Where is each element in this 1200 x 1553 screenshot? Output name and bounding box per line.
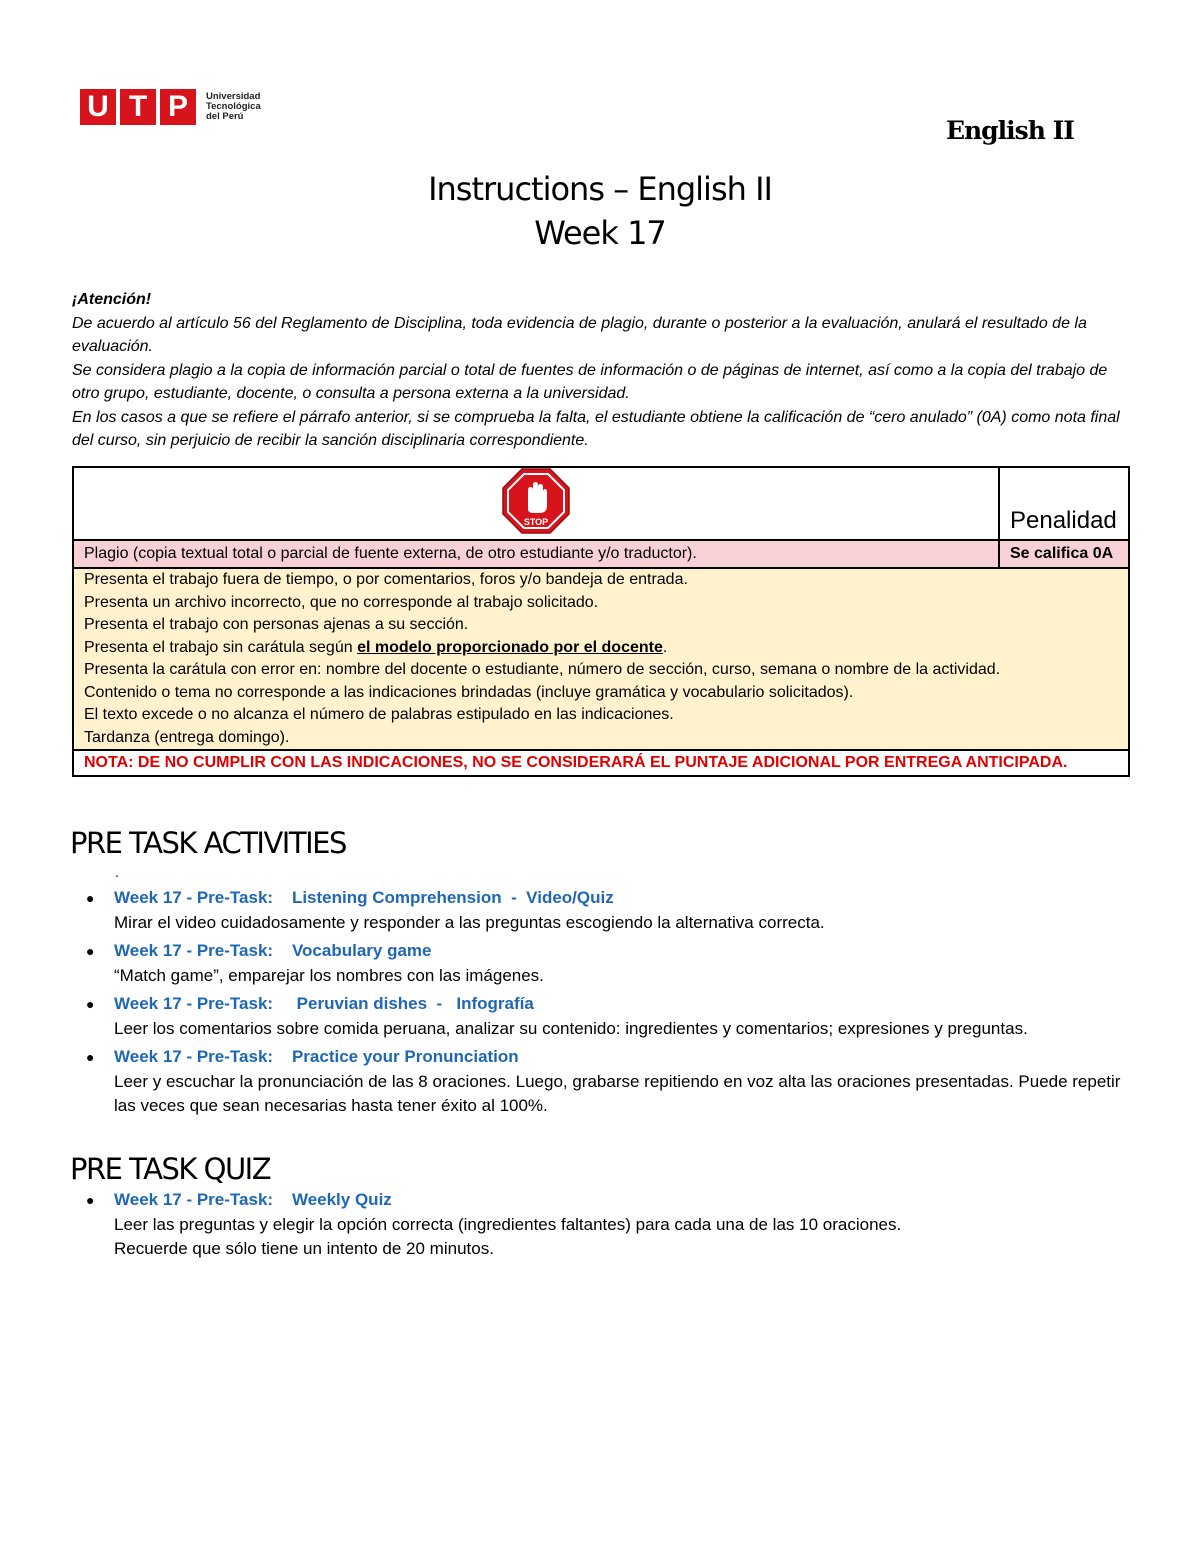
list-item bbox=[84, 939, 1134, 988]
condition-item: Tardanza (entrega domingo). bbox=[84, 728, 290, 746]
quiz-desc: Recuerde que sólo tiene un intento de 20 minutos. bbox=[114, 1239, 494, 1258]
quiz-heading: PRE TASK QUIZ bbox=[70, 1152, 271, 1186]
warning-paragraph: De acuerdo al artículo 56 del Reglamento de Disciplina, toda evidencia de plagio, durante o posterior a la evaluación, anulará el resultado de la evaluación. bbox=[72, 314, 1087, 355]
logo-letter: P bbox=[160, 89, 196, 125]
plagio-penalty: Se califica 0A bbox=[999, 540, 1129, 568]
stray-dot: . bbox=[115, 864, 119, 880]
pre-task-heading: PRE TASK ACTIVITIES bbox=[70, 826, 346, 860]
list-item bbox=[84, 1188, 1134, 1262]
warning-paragraph: Se considera plagio a la copia de información parcial o total de fuentes de información o de páginas de internet, así como a la copia del trabajo de otro grupo, estudiante, docente, o consulta a persona externa a la universidad. bbox=[72, 361, 1108, 402]
course-name: English II bbox=[945, 116, 1074, 145]
list-item bbox=[84, 886, 1134, 935]
activity-title: Week 17 - Pre-Task: Vocabulary game bbox=[114, 941, 432, 960]
condition-item: Contenido o tema no corresponde a las indicaciones brindadas (incluye gramática y vocabulario solicitados). bbox=[84, 683, 854, 701]
plagiarism-warning bbox=[72, 288, 1130, 453]
activity-desc: Leer los comentarios sobre comida peruana, analizar su contenido: ingredientes y comentarios; expresiones y preguntas. bbox=[114, 1018, 1028, 1038]
condition-item: Presenta un archivo incorrecto, que no corresponde al trabajo solicitado. bbox=[84, 593, 599, 611]
condition-item: Presenta el trabajo con personas ajenas a su sección. bbox=[84, 616, 469, 633]
plagio-row: Plagio (copia textual total o parcial de fuente externa, de otro estudiante y/o traductor). bbox=[73, 540, 999, 568]
utp-logo bbox=[80, 88, 261, 126]
condition-item: El texto excede o no alcanza el número de palabras estipulado en las indicaciones. bbox=[84, 706, 674, 723]
quiz-desc: Leer las preguntas y elegir la opción correcta (ingredientes faltantes) para cada una de las 10 oraciones. bbox=[114, 1214, 902, 1234]
activity-title: Week 17 - Pre-Task: Listening Comprehension - Video/Quiz bbox=[114, 888, 614, 907]
activity-title: Week 17 - Pre-Task: Practice your Pronunciation bbox=[114, 1047, 519, 1066]
stop-label: STOP bbox=[523, 517, 549, 527]
bullet-icon: ● bbox=[86, 996, 95, 1012]
quiz-title: Week 17 - Pre-Task: Weekly Quiz bbox=[114, 1190, 392, 1209]
pre-task-list bbox=[84, 886, 1134, 1123]
stop-cell bbox=[73, 467, 999, 540]
list-item bbox=[84, 992, 1134, 1041]
activity-desc: Leer y escuchar la pronunciación de las 8 oraciones. Luego, grabarse repitiendo en voz alta las oraciones presentadas. Puede repetir las veces que sean necesarias hasta tener éxito al 100%. bbox=[114, 1071, 1121, 1115]
logo-letter: U bbox=[80, 89, 116, 125]
teacher-model-link: el modelo proporcionado por el docente bbox=[357, 638, 663, 656]
activity-desc: “Match game”, emparejar los nombres con las imágenes. bbox=[114, 965, 544, 985]
page-title: Instructions – English II bbox=[428, 170, 772, 208]
condition-item: Presenta el trabajo fuera de tiempo, o por comentarios, foros y/o bandeja de entrada. bbox=[84, 571, 688, 588]
nota-row: NOTA: DE NO CUMPLIR CON LAS INDICACIONES, NO SE CONSIDERARÁ EL PUNTAJE ADICIONAL POR ENTREGA ANTICIPADA. bbox=[73, 750, 1129, 776]
list-item bbox=[84, 1045, 1134, 1119]
bullet-icon: ● bbox=[86, 890, 95, 906]
activity-title: Week 17 - Pre-Task: Peruvian dishes - Infografía bbox=[114, 994, 534, 1013]
stop-sign-icon bbox=[502, 468, 570, 534]
bullet-icon: ● bbox=[86, 1049, 95, 1065]
week-title: Week 17 bbox=[534, 214, 666, 252]
condition-item: Presenta la carátula con error en: nombre del docente o estudiante, número de sección, curso, semana o nombre de la actividad. bbox=[84, 661, 1001, 678]
penalty-table bbox=[72, 466, 1130, 777]
quiz-list bbox=[84, 1188, 1134, 1266]
warning-paragraph: En los casos a que se refiere el párrafo anterior, si se comprueba la falta, el estudiante obtiene la calificación de “cero anulado” (0A) como nota final del curso, sin perjuicio de recibir la sanción disciplinaria correspondiente. bbox=[72, 408, 1120, 449]
condition-item: Presenta el trabajo sin carátula según el modelo proporcionado por el docente. bbox=[84, 638, 668, 656]
activity-desc: Mirar el video cuidadosamente y responder a las preguntas escogiendo la alternativa correcta. bbox=[114, 912, 825, 932]
penalty-conditions bbox=[73, 568, 1129, 750]
penalty-header: Penalidad bbox=[999, 467, 1129, 540]
bullet-icon: ● bbox=[86, 943, 95, 959]
bullet-icon: ● bbox=[86, 1192, 95, 1208]
logo-letter: T bbox=[120, 89, 156, 125]
warning-heading: ¡Atención! bbox=[72, 291, 152, 308]
logo-text: Universidad Tecnológica del Perú bbox=[206, 91, 261, 122]
